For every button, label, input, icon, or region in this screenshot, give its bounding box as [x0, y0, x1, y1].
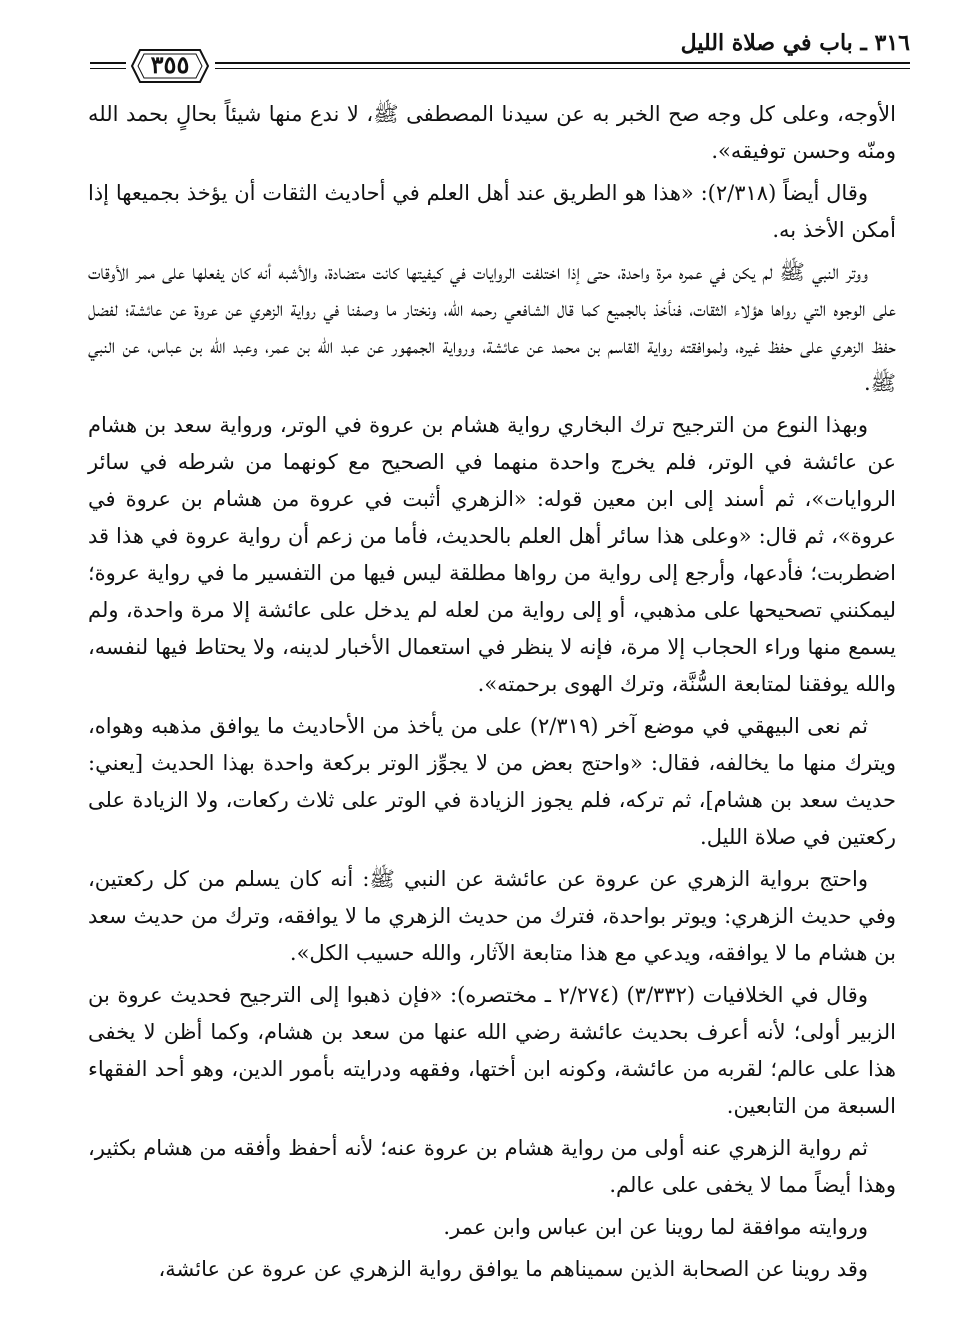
paragraph: واحتج برواية الزهري عن عروة عن عائشة عن النبي ﷺ: أنه كان يسلم من كل ركعتين، وفي حديث الزهري: ويوتر بواحدة، فترك من حديث الزهري ما لا يوافقه، وترك من حديث سعد بن هشام ما لا يوافقه، ويدعي مع هذا متابعة الآثار، والله حسيب الكل».	[88, 867, 896, 965]
header-rule-right-thin	[215, 68, 910, 69]
paragraph: وبهذا النوع من الترجيح ترك البخاري رواية هشام بن عروة في الوتر، ورواية سعد بن هشام عن عائشة في الوتر، فلم يخرج واحدة منهما في الصحيح مع كونهما من شرطه في سائر الروايات»، ثم أسند إلى ابن معين قوله: «الزهري أثبت في عروة من هشام بن عروة في عروة»، ثم قال: «وعلى هذا سائر أهل العلم بالحديث، فأما من زعم أن رواية عروة في هذا قد اضطربت؛ فأدعها، وأرجع إلى رواية من رواها مطلقة ليس فيها من التفسير ما في رواية عروة؛ ليمكنني تصحيحها على مذهبي، أو إلى رواية من لعله لم يدخل على عائشة إلا مرة واحدة، ولم يسمع منها وراء الحجاب إلا مرة، فإنه لا ينظر في استعمال الأخبار لدينه، ولا يحتاط فيها لنفسه، والله يوفقنا لمتابعة السُّنَّة، وترك الهوى برحمته».	[88, 413, 896, 696]
paragraph: وقال أيضاً (٢/٣١٨): «هذا هو الطريق عند أهل العلم في أحاديث الثقات أن يؤخذ بجميعها إذا أمكن الأخذ به.	[88, 181, 896, 242]
page-header	[90, 28, 910, 88]
paragraph: وروايته موافقة لما روينا عن ابن عباس وابن عمر.	[443, 1215, 868, 1239]
paragraph: ثم رواية الزهري عنه أولى من رواية هشام بن عروة عنه؛ لأنه أحفظ وأفقه من هشام بكثير، وهذا أيضاً مما لا يخفى على عالم.	[88, 1136, 896, 1197]
header-rule-left	[90, 62, 126, 64]
paragraph: وقد روينا عن الصحابة الذين سميناهم ما يوافق رواية الزهري عن عروة عن عائشة،	[158, 1257, 868, 1281]
chapter-title: ٣١٦ ـ باب في صلاة الليل	[680, 30, 910, 56]
paragraph: الأوجه، وعلى كل وجه صح الخبر به عن سيدنا المصطفى ﷺ، لا ندع منها شيئاً بحالٍ بحمد الله ومنّه وحسن توفيقه».	[88, 102, 896, 163]
main-text	[88, 96, 896, 1293]
header-rule-left-thin	[90, 68, 126, 69]
page-number-badge	[130, 48, 210, 84]
header-rule-right	[215, 62, 910, 64]
paragraph: وقال في الخلافيات (٣/٣٣٢) (٢/٢٧٤ ـ مختصره): «فإن ذهبوا إلى الترجيح فحديث عروة بن الزبير أولى؛ لأنه أعرف بحديث عائشة رضي الله عنها من سعد بن هشام، وكما أظن لا يخفى هذا على عالم؛ لقربه من عائشة، وكونه ابن أختها، وفقهه ودرايته بأمور الدين، وهو أحد الفقهاء السبعة من التابعين.	[88, 983, 896, 1118]
page-number: ٣٥٥	[150, 50, 190, 79]
paragraph: ووتر النبي ﷺ لم يكن في عمره مرة واحدة، حتى إذا اختلفت الروايات في كيفيتها كانت متضادة، والأشبه أنه كان يفعلها على ممر الأوقات على الوجوه التي رواها هؤلاء الثقات، فنأخذ بالجميع كما قال الشافعي رحمه الله، ونختار ما وصفنا في رواية الزهري عن عروة عن عائشة؛ لفضل حفظ الزهري على حفظ غيره، ولموافقته رواية القاسم بن محمد عن عائشة، ورواية الجمهور عن عبد الله بن عمر، وعبد الله بن عباس، عن النبي ﷺ.	[88, 260, 896, 395]
paragraph: ثم نعى البيهقي في موضع آخر (٢/٣١٩) على من يأخذ من الأحاديث ما يوافق مذهبه وهواه، ويترك منها ما يخالفه، فقال: «واحتج بعض من لا يجوِّز الوتر بركعة واحدة بهذا الحديث [يعني: حديث سعد بن هشام]، ثم تركه، فلم يجوز الزيادة في الوتر على ثلاث ركعات، ولا الزيادة على ركعتين في صلاة الليل.	[88, 714, 896, 849]
